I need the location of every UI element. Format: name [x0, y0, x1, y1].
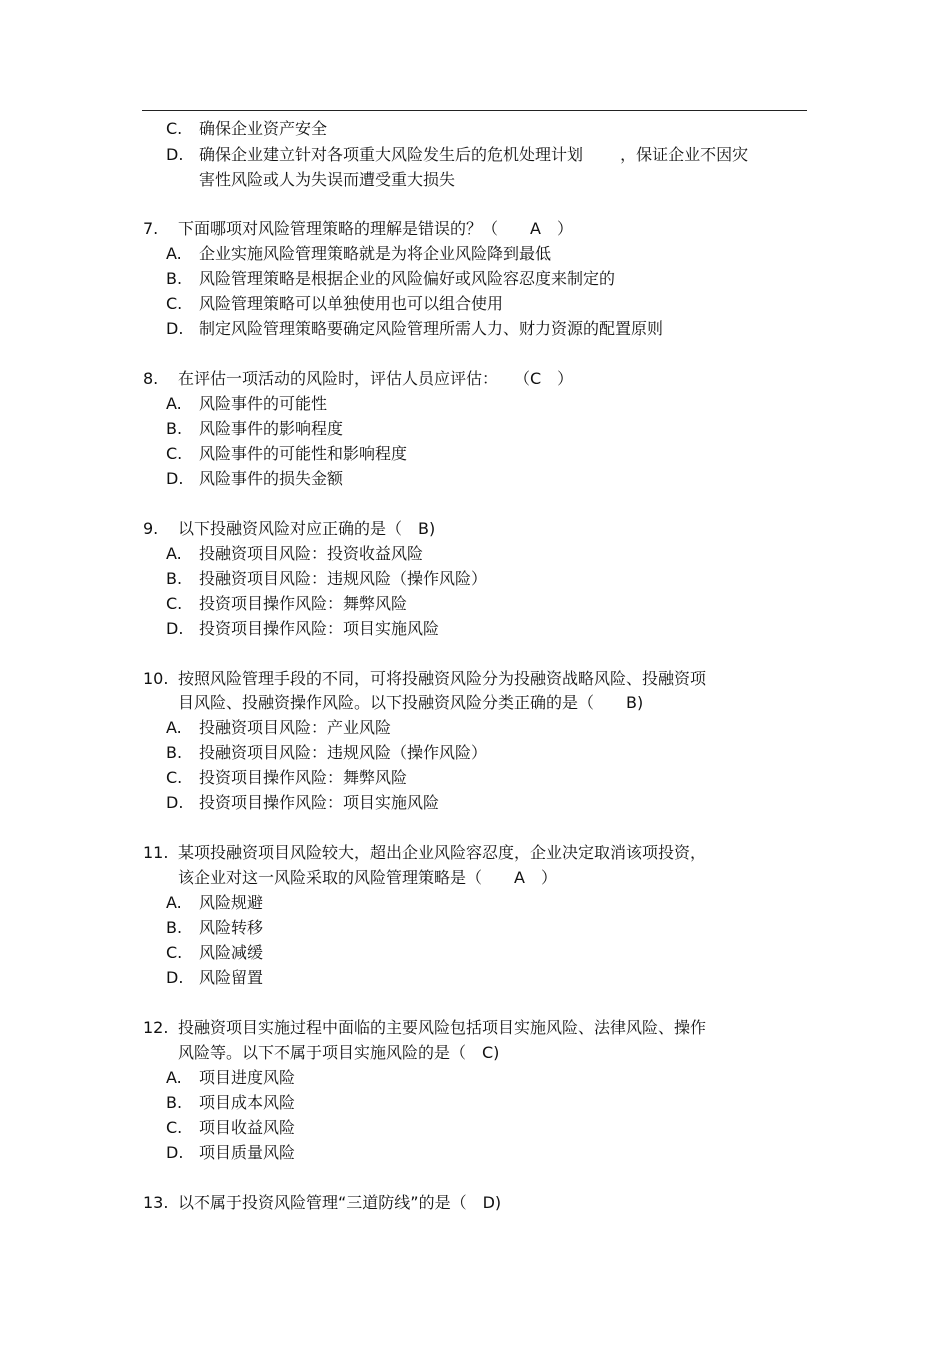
- option-letter: B.: [166, 569, 183, 588]
- option-letter: A.: [166, 1068, 182, 1087]
- option-letter: B.: [166, 269, 183, 288]
- option-text: 风险转移: [199, 918, 264, 937]
- option-text: 风险事件的可能性: [199, 394, 328, 413]
- option-text: 投资项目操作风险：舞弊风险: [199, 594, 408, 613]
- option-letter: A.: [166, 718, 182, 737]
- option-text-continued: 害性风险或人为失误而遭受重大损失: [199, 170, 456, 189]
- option-letter: D.: [166, 968, 184, 987]
- option-letter: C.: [166, 594, 183, 613]
- option-text: 确保企业资产安全: [199, 119, 328, 138]
- option-letter: C.: [166, 444, 183, 463]
- option-letter: B.: [166, 1093, 183, 1112]
- option-letter: A.: [166, 394, 182, 413]
- option-letter: C.: [166, 119, 183, 138]
- question-number: 9.: [143, 519, 159, 538]
- option-text: 投融资项目风险：违规风险（操作风险）: [199, 569, 488, 588]
- question-number: 11.: [143, 843, 169, 862]
- option-text: 投融资项目风险：违规风险（操作风险）: [199, 743, 488, 762]
- option-letter: A.: [166, 893, 182, 912]
- question-text: 以下投融资风险对应正确的是（ B): [178, 519, 436, 538]
- option-letter: D.: [166, 1143, 184, 1162]
- option-text: 风险事件的损失金额: [199, 469, 344, 488]
- question-text: 在评估一项活动的风险时，评估人员应评估： （C ）: [178, 369, 574, 388]
- header-rule: [142, 110, 807, 111]
- option-text: 投资项目操作风险：项目实施风险: [199, 793, 440, 812]
- question-text-continued: 风险等。以下不属于项目实施风险的是（ C): [178, 1043, 500, 1062]
- option-text: 制定风险管理策略要确定风险管理所需人力、财力资源的配置原则: [199, 319, 664, 338]
- option-letter: C.: [166, 943, 183, 962]
- option-text: 项目收益风险: [199, 1118, 296, 1137]
- question-text: 投融资项目实施过程中面临的主要风险包括项目实施风险、法律风险、操作: [178, 1018, 707, 1037]
- question-number: 7.: [143, 219, 159, 238]
- question-number: 12.: [143, 1018, 169, 1037]
- option-letter: B.: [166, 419, 183, 438]
- question-number: 8.: [143, 369, 159, 388]
- option-text: 投资项目操作风险：项目实施风险: [199, 619, 440, 638]
- option-letter: D.: [166, 319, 184, 338]
- option-letter: D.: [166, 145, 184, 164]
- option-text: 投融资项目风险：产业风险: [199, 718, 392, 737]
- question-number: 10.: [143, 669, 169, 688]
- option-letter: D.: [166, 469, 184, 488]
- question-text: 某项投融资项目风险较大，超出企业风险容忍度，企业决定取消该项投资，: [178, 843, 707, 862]
- option-letter: C.: [166, 294, 183, 313]
- option-text: 风险事件的可能性和影响程度: [199, 444, 408, 463]
- option-text: 风险管理策略可以单独使用也可以组合使用: [199, 294, 504, 313]
- question-text: 下面哪项对风险管理策略的理解是错误的？（ A ）: [178, 219, 573, 238]
- option-text: 风险事件的影响程度: [199, 419, 344, 438]
- option-letter: C.: [166, 768, 183, 787]
- option-text: 风险管理策略是根据企业的风险偏好或风险容忍度来制定的: [199, 269, 616, 288]
- question-text-continued: 该企业对这一风险采取的风险管理策略是（ A ）: [178, 868, 557, 887]
- option-text: 风险规避: [199, 893, 264, 912]
- option-text: 投资项目操作风险：舞弊风险: [199, 768, 408, 787]
- option-text: 风险减缓: [199, 943, 264, 962]
- question-text-continued: 目风险、投融资操作风险。以下投融资风险分类正确的是（ B): [178, 693, 644, 712]
- question-text: 以不属于投资风险管理“三道防线”的是（ D): [178, 1193, 502, 1212]
- option-letter: D.: [166, 793, 184, 812]
- option-letter: C.: [166, 1118, 183, 1137]
- option-letter: B.: [166, 743, 183, 762]
- option-text: 项目进度风险: [199, 1068, 296, 1087]
- option-letter: B.: [166, 918, 183, 937]
- option-letter: D.: [166, 619, 184, 638]
- option-text: 项目质量风险: [199, 1143, 296, 1162]
- question-number: 13.: [143, 1193, 169, 1212]
- option-text: 企业实施风险管理策略就是为将企业风险降到最低: [199, 244, 552, 263]
- option-text: 项目成本风险: [199, 1093, 296, 1112]
- question-text: 按照风险管理手段的不同，可将投融资风险分为投融资战略风险、投融资项: [178, 669, 707, 688]
- option-text: 风险留置: [199, 968, 264, 987]
- option-letter: A.: [166, 544, 182, 563]
- option-letter: A.: [166, 244, 182, 263]
- option-text: 投融资项目风险：投资收益风险: [199, 544, 424, 563]
- option-text: 确保企业建立针对各项重大风险发生后的危机处理计划 ，保证企业不因灾: [199, 145, 749, 164]
